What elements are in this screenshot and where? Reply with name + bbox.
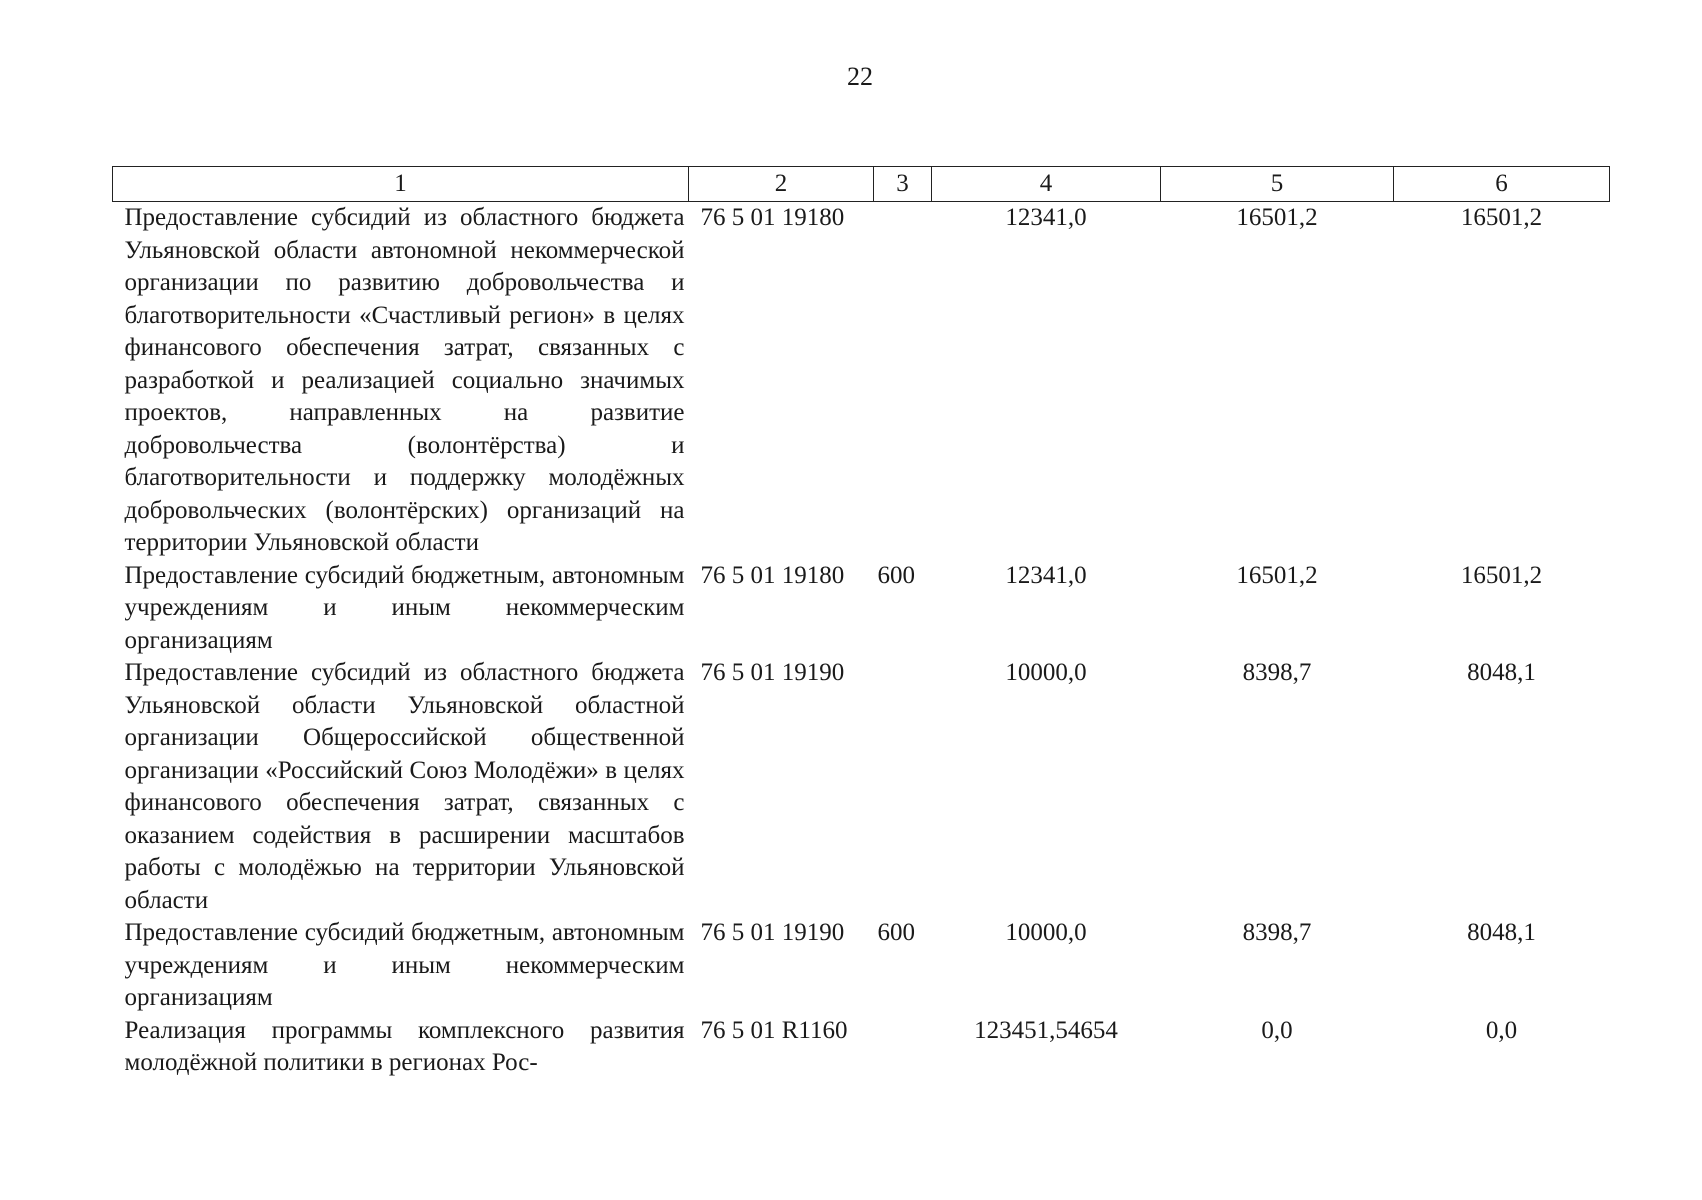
table-row (113, 560, 1610, 658)
row-description: Предоставление субсидий из областного бюджета Ульяновской области автономной некоммерческой организации по развитию добровольчества и благотворительности «Счастливый регион» в целях финансового обеспечения затрат, связанных с разработкой и реализацией социально значимых проектов, направленных на развитие добровольчества (волонтёрства) и благотворительности и поддержку молодёжных добровольческих (волонтёрских) организаций на территории Ульяновской области (124, 204, 685, 556)
row-value-5: 8398,7 (1242, 659, 1312, 686)
row-kvr (874, 202, 932, 560)
row-code: 76 5 01 19190 (700, 919, 845, 946)
row-value-6: 8048,1 (1467, 659, 1536, 686)
row-value-5: 0,0 (1261, 1016, 1293, 1044)
row-kvr: 600 (877, 561, 915, 589)
row-description: Предоставление субсидий из областного бюджета Ульяновской области Ульяновской областной организации Общероссийской общественной организации «Российский Союз Молодёжи» в целях финансового обеспечения затрат, связанных с оказанием содействия в расширении масштабов работы с молодёжью на территории Ульяновской области (124, 659, 685, 914)
header-row (113, 167, 1610, 202)
header-cell-6: 6 (1394, 167, 1610, 202)
table-row (113, 202, 1610, 560)
table-row (113, 917, 1610, 1015)
row-kvr: 600 (877, 919, 915, 946)
row-value-5: 8398,7 (1242, 919, 1312, 946)
row-value-4: 12341,0 (1005, 561, 1087, 589)
row-value-6: 0,0 (1485, 1016, 1518, 1044)
row-code: 76 5 01 R1160 (700, 1016, 848, 1044)
row-value-6: 16501,2 (1460, 561, 1543, 589)
row-kvr (874, 657, 932, 917)
row-value-5: 16501,2 (1236, 561, 1318, 589)
header-cell-4: 4 (932, 167, 1161, 202)
header-cell-5: 5 (1161, 167, 1394, 202)
row-description: Предоставление субсидий бюджетным, автономным учреждениям и иным некоммерческим организациям (124, 919, 685, 1011)
row-value-6: 8048,1 (1467, 919, 1536, 946)
row-code: 76 5 01 19190 (700, 659, 845, 686)
row-value-4: 10000,0 (1005, 919, 1087, 946)
page-number: 22 (847, 62, 873, 91)
row-value-4: 10000,0 (1005, 659, 1087, 686)
row-value-4: 123451,54654 (974, 1016, 1118, 1044)
row-description: Предоставление субсидий бюджетным, автономным учреждениям и иным некоммерческим организациям (124, 561, 685, 654)
header-cell-3: 3 (874, 167, 932, 202)
row-value-5: 16501,2 (1236, 204, 1318, 231)
row-code: 76 5 01 19180 (700, 561, 845, 589)
header-cell-2: 2 (689, 167, 874, 202)
row-kvr (874, 1015, 932, 1080)
table-body (113, 202, 1610, 1080)
table-row (113, 657, 1610, 917)
row-value-6: 16501,2 (1460, 204, 1543, 231)
row-description: Реализация программы комплексного развития молодёжной политики в регионах Рос- (124, 1016, 685, 1076)
row-code: 76 5 01 19180 (700, 204, 845, 231)
table-row (113, 1015, 1610, 1080)
header-cell-1: 1 (113, 167, 689, 202)
row-value-4: 12341,0 (1005, 204, 1087, 231)
table-header (113, 167, 1610, 202)
budget-table (112, 166, 1610, 1080)
